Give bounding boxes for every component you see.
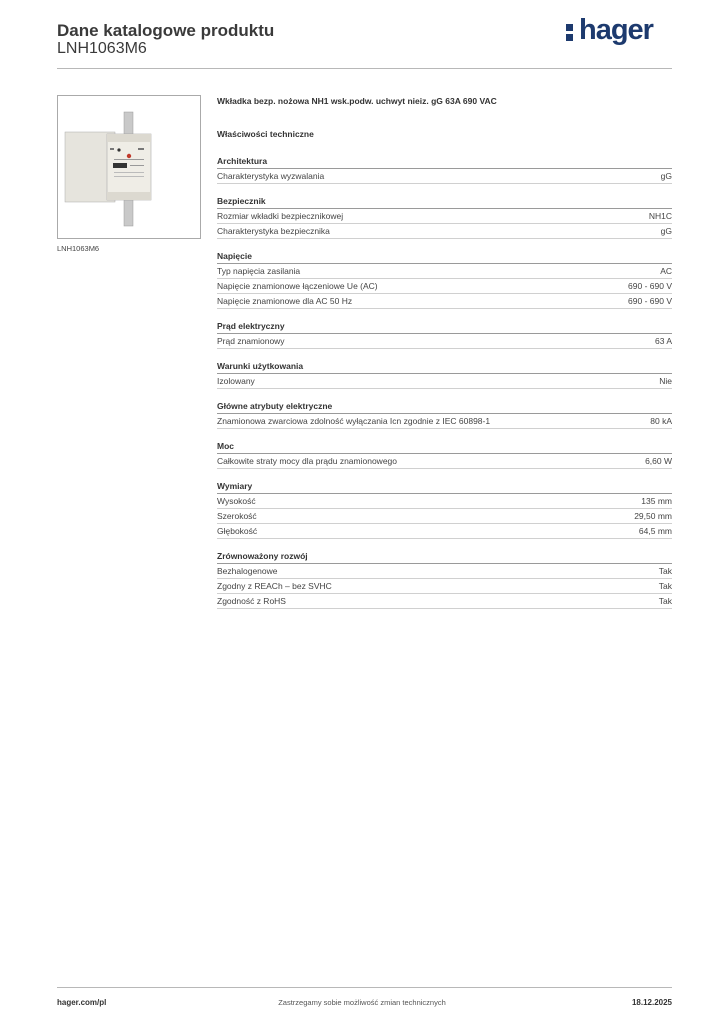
logo-dots-icon (566, 24, 574, 42)
property-label: Prąd znamionowy (217, 336, 285, 346)
property-label: Charakterystyka wyzwalania (217, 171, 325, 181)
product-image (57, 95, 201, 239)
property-label: Całkowite straty mocy dla prądu znamionowego (217, 456, 398, 466)
property-value: Tak (658, 566, 672, 576)
property-value: 6,60 W (645, 456, 672, 466)
property-label: Izolowany (217, 376, 255, 386)
property-value: 64,5 mm (638, 526, 672, 536)
property-row (217, 564, 672, 579)
property-row (217, 579, 672, 594)
property-value: 135 mm (641, 496, 672, 506)
product-reference: LNH1063M6 (57, 40, 147, 57)
property-label: Typ napięcia zasilania (217, 266, 301, 276)
product-description: Wkładka bezp. nożowa NH1 wsk.podw. uchwyt nieiz. gG 63A 690 VAC (217, 96, 497, 106)
section-title: Główne atrybuty elektryczne (217, 400, 672, 414)
section-title: Warunki użytkowania (217, 360, 672, 374)
product-details (217, 95, 672, 609)
property-label: Głębokość (217, 526, 258, 536)
property-label: Napięcie znamionowe łączeniowe Ue (AC) (217, 281, 378, 291)
property-row (217, 509, 672, 524)
property-value: 690 - 690 V (628, 296, 672, 306)
property-value: Tak (658, 596, 672, 606)
property-value: 29,50 mm (634, 511, 672, 521)
property-value: NH1C (648, 211, 672, 221)
properties-heading: Właściwości techniczne (217, 129, 314, 139)
property-label: Bezhalogenowe (217, 566, 278, 576)
section-title: Bezpiecznik (217, 195, 672, 209)
section-spacer (217, 184, 672, 195)
property-value: 690 - 690 V (628, 281, 672, 291)
section-spacer (217, 239, 672, 250)
section-spacer (217, 539, 672, 550)
section-spacer (217, 349, 672, 360)
property-value: 63 A (654, 336, 672, 346)
section-spacer (217, 469, 672, 480)
section-spacer (217, 429, 672, 440)
section-title: Napięcie (217, 250, 672, 264)
section-spacer (217, 389, 672, 400)
property-value: Nie (659, 376, 672, 386)
property-section (217, 155, 672, 184)
footer-divider (57, 987, 672, 988)
property-section (217, 250, 672, 309)
property-row (217, 264, 672, 279)
property-row (217, 294, 672, 309)
property-value: Tak (658, 581, 672, 591)
property-row (217, 209, 672, 224)
logo-text: hager (579, 14, 653, 46)
property-section (217, 195, 672, 239)
property-row (217, 374, 672, 389)
property-section (217, 360, 672, 389)
property-row (217, 454, 672, 469)
property-section (217, 400, 672, 429)
section-title: Wymiary (217, 480, 672, 494)
footer-date: 18.12.2025 (631, 998, 672, 1007)
section-title: Moc (217, 440, 672, 454)
property-value: AC (660, 266, 672, 276)
property-value: 80 kA (650, 416, 672, 426)
footer-disclaimer: Zastrzegamy sobie możliwość zmian technicznych (278, 998, 446, 1007)
property-section (217, 320, 672, 349)
property-label: Znamionowa zwarciowa zdolność wyłączania Icn zgodnie z IEC 60898-1 (217, 416, 491, 426)
header-divider (57, 68, 672, 69)
section-title: Prąd elektryczny (217, 320, 672, 334)
property-label: Charakterystyka bezpiecznika (217, 226, 330, 236)
property-section (217, 440, 672, 469)
property-row (217, 494, 672, 509)
property-row (217, 334, 672, 349)
section-spacer (217, 309, 672, 320)
property-row (217, 279, 672, 294)
property-label: Napięcie znamionowe dla AC 50 Hz (217, 296, 353, 306)
hager-logo (566, 12, 664, 52)
property-label: Rozmiar wkładki bezpiecznikowej (217, 211, 344, 221)
property-value: gG (660, 171, 672, 181)
property-label: Wysokość (217, 496, 256, 506)
page-title: Dane katalogowe produktu (57, 21, 275, 40)
properties-list (217, 155, 672, 609)
property-row (217, 414, 672, 429)
property-value: gG (660, 226, 672, 236)
property-section (217, 480, 672, 539)
footer-website: hager.com/pl (57, 998, 107, 1007)
section-title: Architektura (217, 155, 672, 169)
property-label: Zgodny z REACh – bez SVHC (217, 581, 332, 591)
section-title: Zrównoważony rozwój (217, 550, 672, 564)
fuse-icon (58, 96, 200, 238)
property-label: Szerokość (217, 511, 257, 521)
property-label: Zgodność z RoHS (217, 596, 286, 606)
property-row (217, 224, 672, 239)
property-row (217, 524, 672, 539)
property-section (217, 550, 672, 609)
property-row (217, 594, 672, 609)
property-row (217, 169, 672, 184)
image-caption: LNH1063M6 (57, 244, 100, 253)
